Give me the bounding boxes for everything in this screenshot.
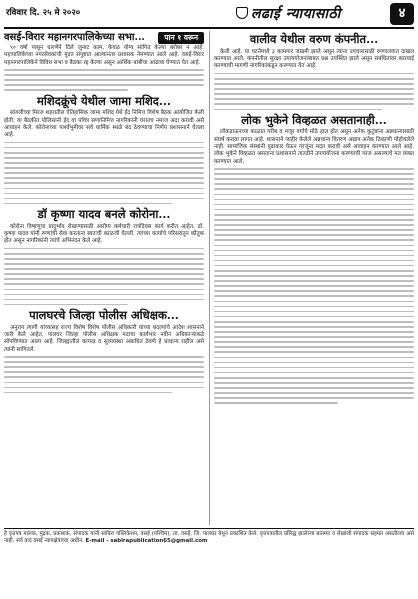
text-line-placeholder [4, 147, 204, 149]
text-line-placeholder [214, 168, 414, 170]
imprint-footer [4, 531, 414, 545]
text-line-placeholder [214, 209, 414, 211]
text-line-placeholder [4, 177, 204, 179]
article-body-palghar-sp [4, 325, 204, 394]
footer-divider [4, 528, 414, 529]
page-number: ४ [390, 3, 414, 25]
text-line-placeholder [4, 84, 204, 86]
text-line-placeholder [4, 278, 204, 280]
text-line-placeholder [4, 162, 204, 164]
article-body-masjid [4, 110, 204, 204]
article-body-doctor [4, 224, 204, 306]
text-line-placeholder [214, 346, 414, 348]
brand-logo [236, 4, 341, 23]
text-line-placeholder [214, 88, 414, 90]
page-header [4, 3, 414, 27]
text-line-placeholder [4, 248, 204, 250]
text-line-placeholder [4, 387, 204, 389]
text-line-placeholder [4, 289, 204, 291]
text-line-placeholder [214, 290, 414, 292]
text-line-placeholder [4, 253, 204, 255]
text-line-placeholder [214, 103, 414, 105]
text-line-placeholder [4, 268, 204, 270]
text-line-placeholder [4, 304, 128, 306]
text-line-placeholder [214, 224, 414, 226]
text-line-placeholder [214, 301, 414, 303]
article-paragraph: ९० वर्षा पासून धारणेने दिले जुनाट काम, केवळ योग्य सांगित केल्या बरोबर न आहे. महापालिकेच्या नगरसेवकांची मुदत संपुष्टात आल्यानंतर प्रशासक नेमण्यात आले आहे. वसई-विरार महानगरपालिकेने विविध सभा व बैठका रद्द केल्या असून आर्थिक बाबींचा आढावा घेण्यात येत आहे. [4, 45, 204, 66]
text-line-placeholder [4, 258, 204, 260]
issue-date: रविवार दि. २५ मे २०२० [6, 8, 81, 18]
text-line-placeholder [214, 402, 338, 404]
text-line-placeholder [4, 157, 204, 159]
text-line-placeholder [214, 295, 414, 297]
text-line-placeholder [214, 173, 414, 175]
header-divider [4, 27, 414, 29]
text-line-placeholder [4, 356, 204, 358]
text-line-placeholder [4, 273, 204, 275]
text-line-placeholder [4, 152, 204, 154]
text-line-placeholder [4, 283, 204, 285]
text-line-placeholder [214, 280, 414, 282]
text-line-placeholder [4, 382, 204, 384]
text-line-placeholder [214, 397, 414, 399]
text-line-placeholder [4, 74, 204, 76]
text-line-placeholder [214, 357, 414, 359]
text-line-placeholder [214, 188, 414, 190]
text-line-placeholder [214, 214, 414, 216]
text-line-placeholder [214, 265, 414, 267]
text-line-placeholder [214, 382, 414, 384]
text-line-placeholder [4, 167, 204, 169]
text-line-placeholder [4, 294, 204, 296]
text-line-placeholder [214, 392, 414, 394]
text-line-placeholder [214, 351, 414, 353]
article-paragraph: कोरोना विषाणूचा प्रादुर्भाव रोखण्यासाठी आरोग्य कर्मचारी रात्रंदिवस कार्य करीत आहेत. डॉ. कृष्णा यादव यांनी रुग्णांची सेवा करताना स्वतःची काळजी घेतली. त्यांच्या कार्याचे परिसरातून कौतुक होत असून नागरिकांनी त्यांचे अभिनंदन केले आहे. [4, 223, 204, 245]
text-line-placeholder [214, 275, 414, 277]
text-line-placeholder [4, 366, 204, 368]
text-line-placeholder [214, 377, 414, 379]
article-head-row [4, 31, 204, 45]
left-column [4, 31, 204, 397]
text-line-placeholder [4, 203, 172, 205]
article-body-valiv [214, 49, 414, 110]
text-line-placeholder [4, 172, 204, 174]
article-headline-palghar-sp: पालघरचे जिल्हा पोलीस अधिक्षक... [29, 307, 179, 322]
text-line-placeholder [4, 361, 204, 363]
continued-badge: पान १ वरून [158, 32, 204, 44]
article-headline-doctor: डॉ कृष्णा यादव बनले कोरोना... [37, 206, 171, 221]
text-line-placeholder [214, 285, 414, 287]
text-line-placeholder [4, 263, 204, 265]
text-line-placeholder [214, 219, 414, 221]
text-line-placeholder [4, 193, 204, 195]
text-line-placeholder [214, 204, 414, 206]
text-line-placeholder [214, 73, 414, 75]
text-line-placeholder [214, 316, 414, 318]
text-line-placeholder [214, 199, 414, 201]
text-line-placeholder [4, 142, 204, 144]
text-line-placeholder [214, 109, 382, 111]
text-line-placeholder [214, 367, 414, 369]
text-line-placeholder [214, 336, 414, 338]
text-line-placeholder [214, 306, 414, 308]
text-line-placeholder [4, 299, 204, 301]
text-line-placeholder [214, 178, 414, 180]
article-paragraph: केली आहे. या घटनेमध्ये ३ कामगार जखमी झाले असून त्यांना उपचारासाठी रुग्णालयात दाखल करण्यात आले. कंपनीतील सुरक्षा उपाययोजनांबाबत प्रश्न उपस्थित झाले असून संबंधितांवर कारवाई करण्याची मागणी नागरिकांकडून करण्यात येत आहे. [214, 48, 414, 70]
hand-logo-icon [236, 7, 248, 19]
text-line-placeholder [214, 255, 414, 257]
text-line-placeholder [4, 69, 204, 71]
text-line-placeholder [214, 326, 414, 328]
brand-name: लढाई न्यायासाठी [251, 6, 341, 22]
text-line-placeholder [214, 229, 414, 231]
text-line-placeholder [214, 98, 414, 100]
text-line-placeholder [214, 234, 414, 236]
text-line-placeholder [214, 270, 414, 272]
newspaper-page [4, 3, 414, 596]
text-line-placeholder [214, 194, 414, 196]
text-line-placeholder [214, 387, 414, 389]
text-line-placeholder [214, 372, 414, 374]
text-line-placeholder [4, 188, 204, 190]
text-line-placeholder [214, 83, 414, 85]
imprint-text: हे वृत्तपत्र मालक, मुद्रक, प्रकाशक, संपादक यांनी साबिरा पब्लिकेशन, वसई (पश्चिम), ता. वसई, जि. पालघर येथून प्रकाशित केले. वृत्तपत्रातील प्रसिद्ध झालेल्या बातम्या व लेखांशी संपादक सहमत असतीलच असे नाही. सर्व वाद वसई न्यायक्षेत्राच्या अधीन. [4, 531, 414, 544]
text-line-placeholder [214, 341, 414, 343]
column-divider [209, 31, 210, 525]
text-line-placeholder [214, 183, 414, 185]
text-line-placeholder [4, 79, 204, 81]
text-line-placeholder [4, 198, 204, 200]
text-line-placeholder [4, 182, 204, 184]
article-paragraph: लॉकडाऊनच्या काळात गरीब व मजूर वर्गाचे मोठे हाल होत असून अनेक कुटुंबांना अन्नधान्यासाठी संघर्ष करावा लागत आहे. शासनाने जाहीर केलेले अन्नधान्य वितरण अद्याप अनेक ठिकाणी पोहोचलेले नाही. सामाजिक संस्थांनी पुढाकार घेऊन गरजूंना मदत करावी असे आवाहन करण्यात आले आहे. लोक भुकेने विव्हळत असताना प्रशासनाने तातडीने उपाययोजना करण्याची गरज असल्याचे मत व्यक्त करण्यात आले. [214, 129, 414, 165]
masthead [218, 3, 390, 25]
article-headline-valiv: वालीव येथील वरुण कंपनीत... [249, 32, 379, 46]
text-line-placeholder [4, 392, 172, 394]
text-line-placeholder [4, 376, 204, 378]
article-body-vvmc [4, 45, 204, 91]
article-headline-hunger: लोक भुकेने विव्हळत असतानाही... [241, 112, 387, 127]
text-line-placeholder [214, 362, 414, 364]
text-line-placeholder [214, 311, 414, 313]
text-line-placeholder [214, 321, 414, 323]
right-column [214, 31, 414, 408]
text-line-placeholder [214, 260, 414, 262]
text-line-placeholder [214, 331, 414, 333]
article-headline-vvmc: वसई-विरार महानगरपालिकेच्या सभा... [4, 32, 145, 43]
text-line-placeholder [214, 245, 414, 247]
text-line-placeholder [214, 93, 414, 95]
text-line-placeholder [214, 239, 414, 241]
text-line-placeholder [4, 371, 204, 373]
text-line-placeholder [214, 250, 414, 252]
contact-email: E-mail - sabirapublication65@gmail.com [85, 538, 208, 544]
article-paragraph: सांगलीच्या मिरज शहरातील ऐतिहासिक जामा मशिद येथे ईद निमित्त विशेष बैठक आयोजित केली होती. या बैठकीत पोलिसांनी ईद वा पवित्र सणानिमित्त नागरिकांनी घरातच नमाज अदा करावी असे आवाहन केले. कोरोनाच्या पार्श्वभूमीवर सर्व धार्मिक स्थळे बंद ठेवण्याचा निर्णय प्रशासनाने घेतला आहे. [4, 110, 204, 139]
text-line-placeholder [214, 78, 414, 80]
article-paragraph: अनुराग त्यागी यांच्यासह राज्य विशेष विशेष पोलीस अधिकारी यांच्या बदल्यांचे आदेश शासनाने जारी केले आहेत. पालघर जिल्हा पोलीस अधिक्षक पदाचा कार्यभार नवीन अधिकाऱ्यांकडे सोपविण्यात आला आहे. जिल्ह्यातील कायदा व सुव्यवस्था अबाधित ठेवणे हे प्राधान्य राहील असे त्यांनी सांगितले. [4, 324, 204, 353]
article-body-hunger [214, 129, 414, 404]
text-line-placeholder [4, 89, 128, 91]
article-headline-masjid: मशिदक्रूंचे येथील जामा मशिद... [37, 93, 171, 108]
